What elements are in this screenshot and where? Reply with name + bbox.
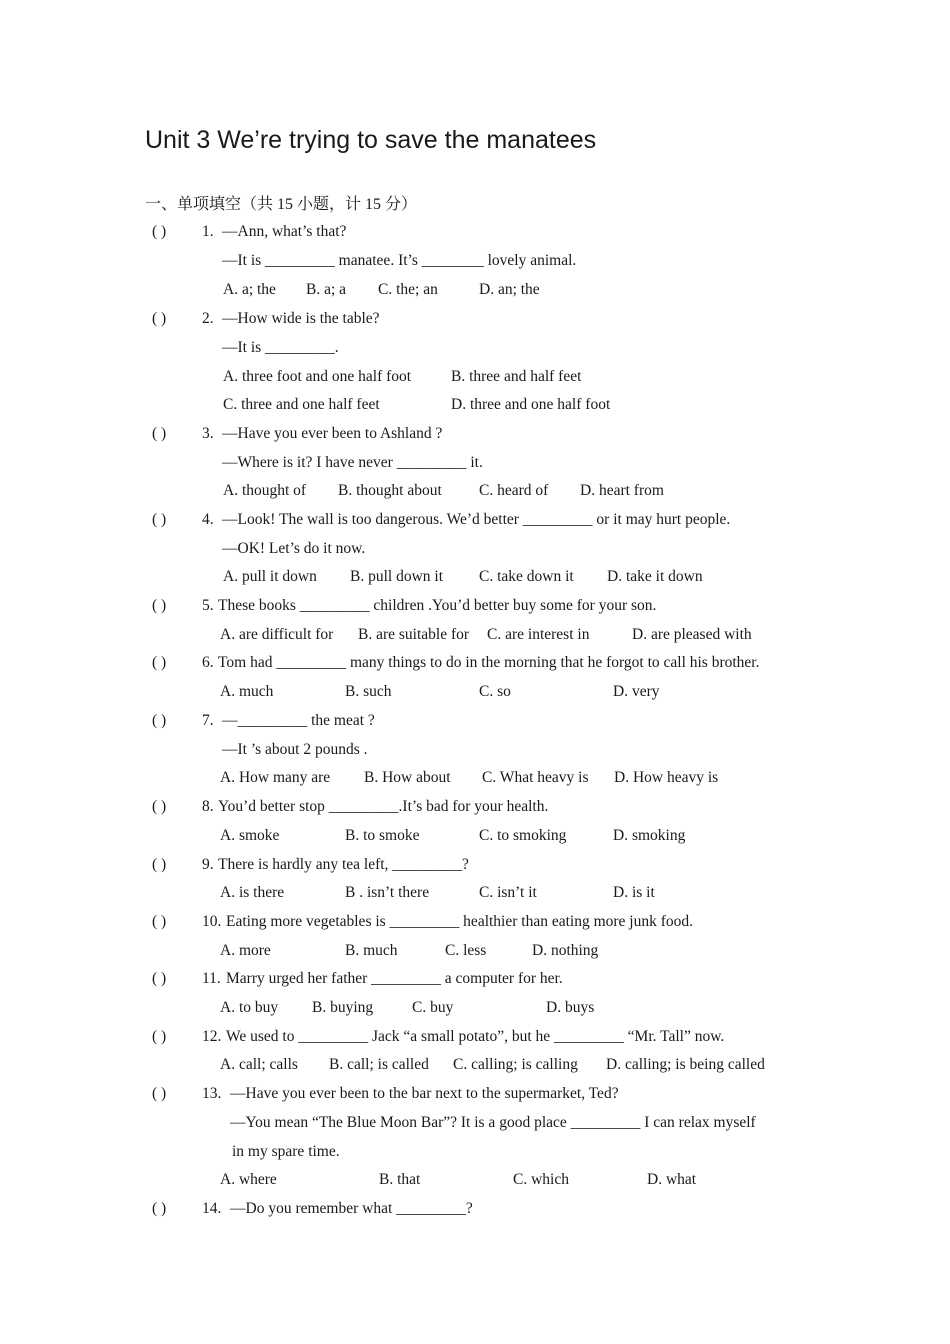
question-number: 2.	[202, 310, 214, 327]
answer-blank[interactable]: ( )	[152, 223, 167, 240]
answer-blank[interactable]: ( )	[152, 425, 167, 442]
option-a: A. pull it down	[223, 568, 317, 585]
question-number: 8.	[202, 798, 214, 815]
option-b: B. thought about	[338, 482, 442, 499]
question-line: —You mean “The Blue Moon Bar”? It is a good place _________ I can relax myself	[230, 1114, 756, 1131]
option-a: A. thought of	[223, 482, 307, 499]
question-line: —_________ the meat ?	[222, 712, 375, 729]
option-a: A. three foot and one half foot	[223, 368, 412, 385]
option-d: D. smoking	[613, 827, 686, 844]
option-d: D. take it down	[607, 568, 703, 585]
page-title: Unit 3 We’re trying to save the manatees	[145, 126, 597, 154]
option-d: D. How heavy is	[614, 769, 719, 786]
question-line: You’d better stop _________.It’s bad for your health.	[218, 798, 549, 815]
question-number: 11.	[202, 970, 221, 987]
question-number: 5.	[202, 597, 214, 614]
question-line: in my spare time.	[232, 1143, 340, 1160]
question-line: We used to _________ Jack “a small potato”, but he _________ “Mr. Tall” now.	[226, 1028, 725, 1045]
option-a: A. much	[220, 683, 274, 700]
answer-blank[interactable]: ( )	[152, 1085, 167, 1102]
question-line: —Where is it? I have never _________ it.	[222, 454, 483, 471]
option-a: A. smoke	[220, 827, 280, 844]
option-b: B . isn’t there	[345, 884, 430, 901]
answer-blank[interactable]: ( )	[152, 798, 167, 815]
answer-blank[interactable]: ( )	[152, 310, 167, 327]
question-number: 14.	[202, 1200, 222, 1217]
question-line: —How wide is the table?	[222, 310, 380, 327]
question-line: —Do you remember what _________?	[230, 1200, 473, 1217]
option-b: B. pull down it	[350, 568, 444, 585]
answer-blank[interactable]: ( )	[152, 511, 167, 528]
option-a: A. How many are	[220, 769, 331, 786]
section-heading: 一、单项填空（共 15 小题，计 15 分）	[145, 196, 418, 213]
option-c: C. three and one half feet	[223, 396, 380, 413]
question-number: 4.	[202, 511, 214, 528]
option-c: C. to smoking	[479, 827, 567, 844]
option-b: B. such	[345, 683, 392, 700]
option-d: D. an; the	[479, 281, 540, 298]
answer-blank[interactable]: ( )	[152, 654, 167, 671]
option-a: A. are difficult for	[220, 626, 334, 643]
answer-blank[interactable]: ( )	[152, 856, 167, 873]
option-a: A. to buy	[220, 999, 279, 1016]
option-c: C. so	[479, 683, 511, 700]
question-number: 1.	[202, 223, 214, 240]
option-b: B. to smoke	[345, 827, 420, 844]
answer-blank[interactable]: ( )	[152, 913, 167, 930]
answer-blank[interactable]: ( )	[152, 712, 167, 729]
question-line: —It ’s about 2 pounds .	[222, 741, 368, 758]
question-line: Eating more vegetables is _________ healthier than eating more junk food.	[226, 913, 694, 930]
option-d: D. three and one half foot	[451, 396, 611, 413]
option-d: D. buys	[546, 999, 595, 1016]
question-line: —It is _________ manatee. It’s ________ lovely animal.	[222, 252, 577, 269]
option-b: B. a; a	[306, 281, 347, 298]
question-line: —Have you ever been to Ashland ?	[222, 425, 443, 442]
option-c: C. buy	[412, 999, 454, 1016]
option-d: D. are pleased with	[632, 626, 752, 643]
option-c: C. take down it	[479, 568, 574, 585]
option-a: A. is there	[220, 884, 285, 901]
option-b: B. are suitable for	[358, 626, 470, 643]
option-c: C. which	[513, 1171, 569, 1188]
option-d: D. is it	[613, 884, 655, 901]
question-number: 7.	[202, 712, 214, 729]
question-line: —Look! The wall is too dangerous. We’d better _________ or it may hurt people.	[222, 511, 731, 528]
option-a: A. more	[220, 942, 271, 959]
question-number: 10.	[202, 913, 222, 930]
question-line: Tom had _________ many things to do in the morning that he forgot to call his brother.	[218, 654, 760, 671]
question-number: 13.	[202, 1085, 222, 1102]
option-d: D. what	[647, 1171, 697, 1188]
option-c: C. heard of	[479, 482, 549, 499]
option-c: C. are interest in	[487, 626, 590, 643]
question-line: There is hardly any tea left, _________?	[218, 856, 469, 873]
question-line: —Have you ever been to the bar next to the supermarket, Ted?	[230, 1085, 619, 1102]
option-b: B. that	[379, 1171, 421, 1188]
option-b: B. buying	[312, 999, 374, 1016]
option-a: A. a; the	[223, 281, 276, 298]
option-d: D. nothing	[532, 942, 599, 959]
question-line: Marry urged her father _________ a computer for her.	[226, 970, 563, 987]
option-b: B. three and half feet	[451, 368, 582, 385]
question-line: —Ann, what’s that?	[222, 223, 347, 240]
option-c: C. isn’t it	[479, 884, 537, 901]
option-a: A. where	[220, 1171, 277, 1188]
option-b: B. call; is called	[329, 1056, 429, 1073]
answer-blank[interactable]: ( )	[152, 970, 167, 987]
question-line: These books _________ children .You’d better buy some for your son.	[218, 597, 657, 614]
option-d: D. calling; is being called	[606, 1056, 765, 1073]
answer-blank[interactable]: ( )	[152, 597, 167, 614]
option-c: C. calling; is calling	[453, 1056, 578, 1073]
question-line: —It is _________.	[222, 339, 339, 356]
question-line: —OK! Let’s do it now.	[222, 540, 366, 557]
option-c: C. less	[445, 942, 487, 959]
option-b: B. How about	[364, 769, 451, 786]
answer-blank[interactable]: ( )	[152, 1200, 167, 1217]
question-number: 12.	[202, 1028, 222, 1045]
question-number: 3.	[202, 425, 214, 442]
question-number: 6.	[202, 654, 214, 671]
answer-blank[interactable]: ( )	[152, 1028, 167, 1045]
option-d: D. very	[613, 683, 660, 700]
option-c: C. the; an	[378, 281, 438, 298]
question-number: 9.	[202, 856, 214, 873]
option-a: A. call; calls	[220, 1056, 298, 1073]
option-b: B. much	[345, 942, 398, 959]
option-d: D. heart from	[580, 482, 664, 499]
option-c: C. What heavy is	[482, 769, 589, 786]
